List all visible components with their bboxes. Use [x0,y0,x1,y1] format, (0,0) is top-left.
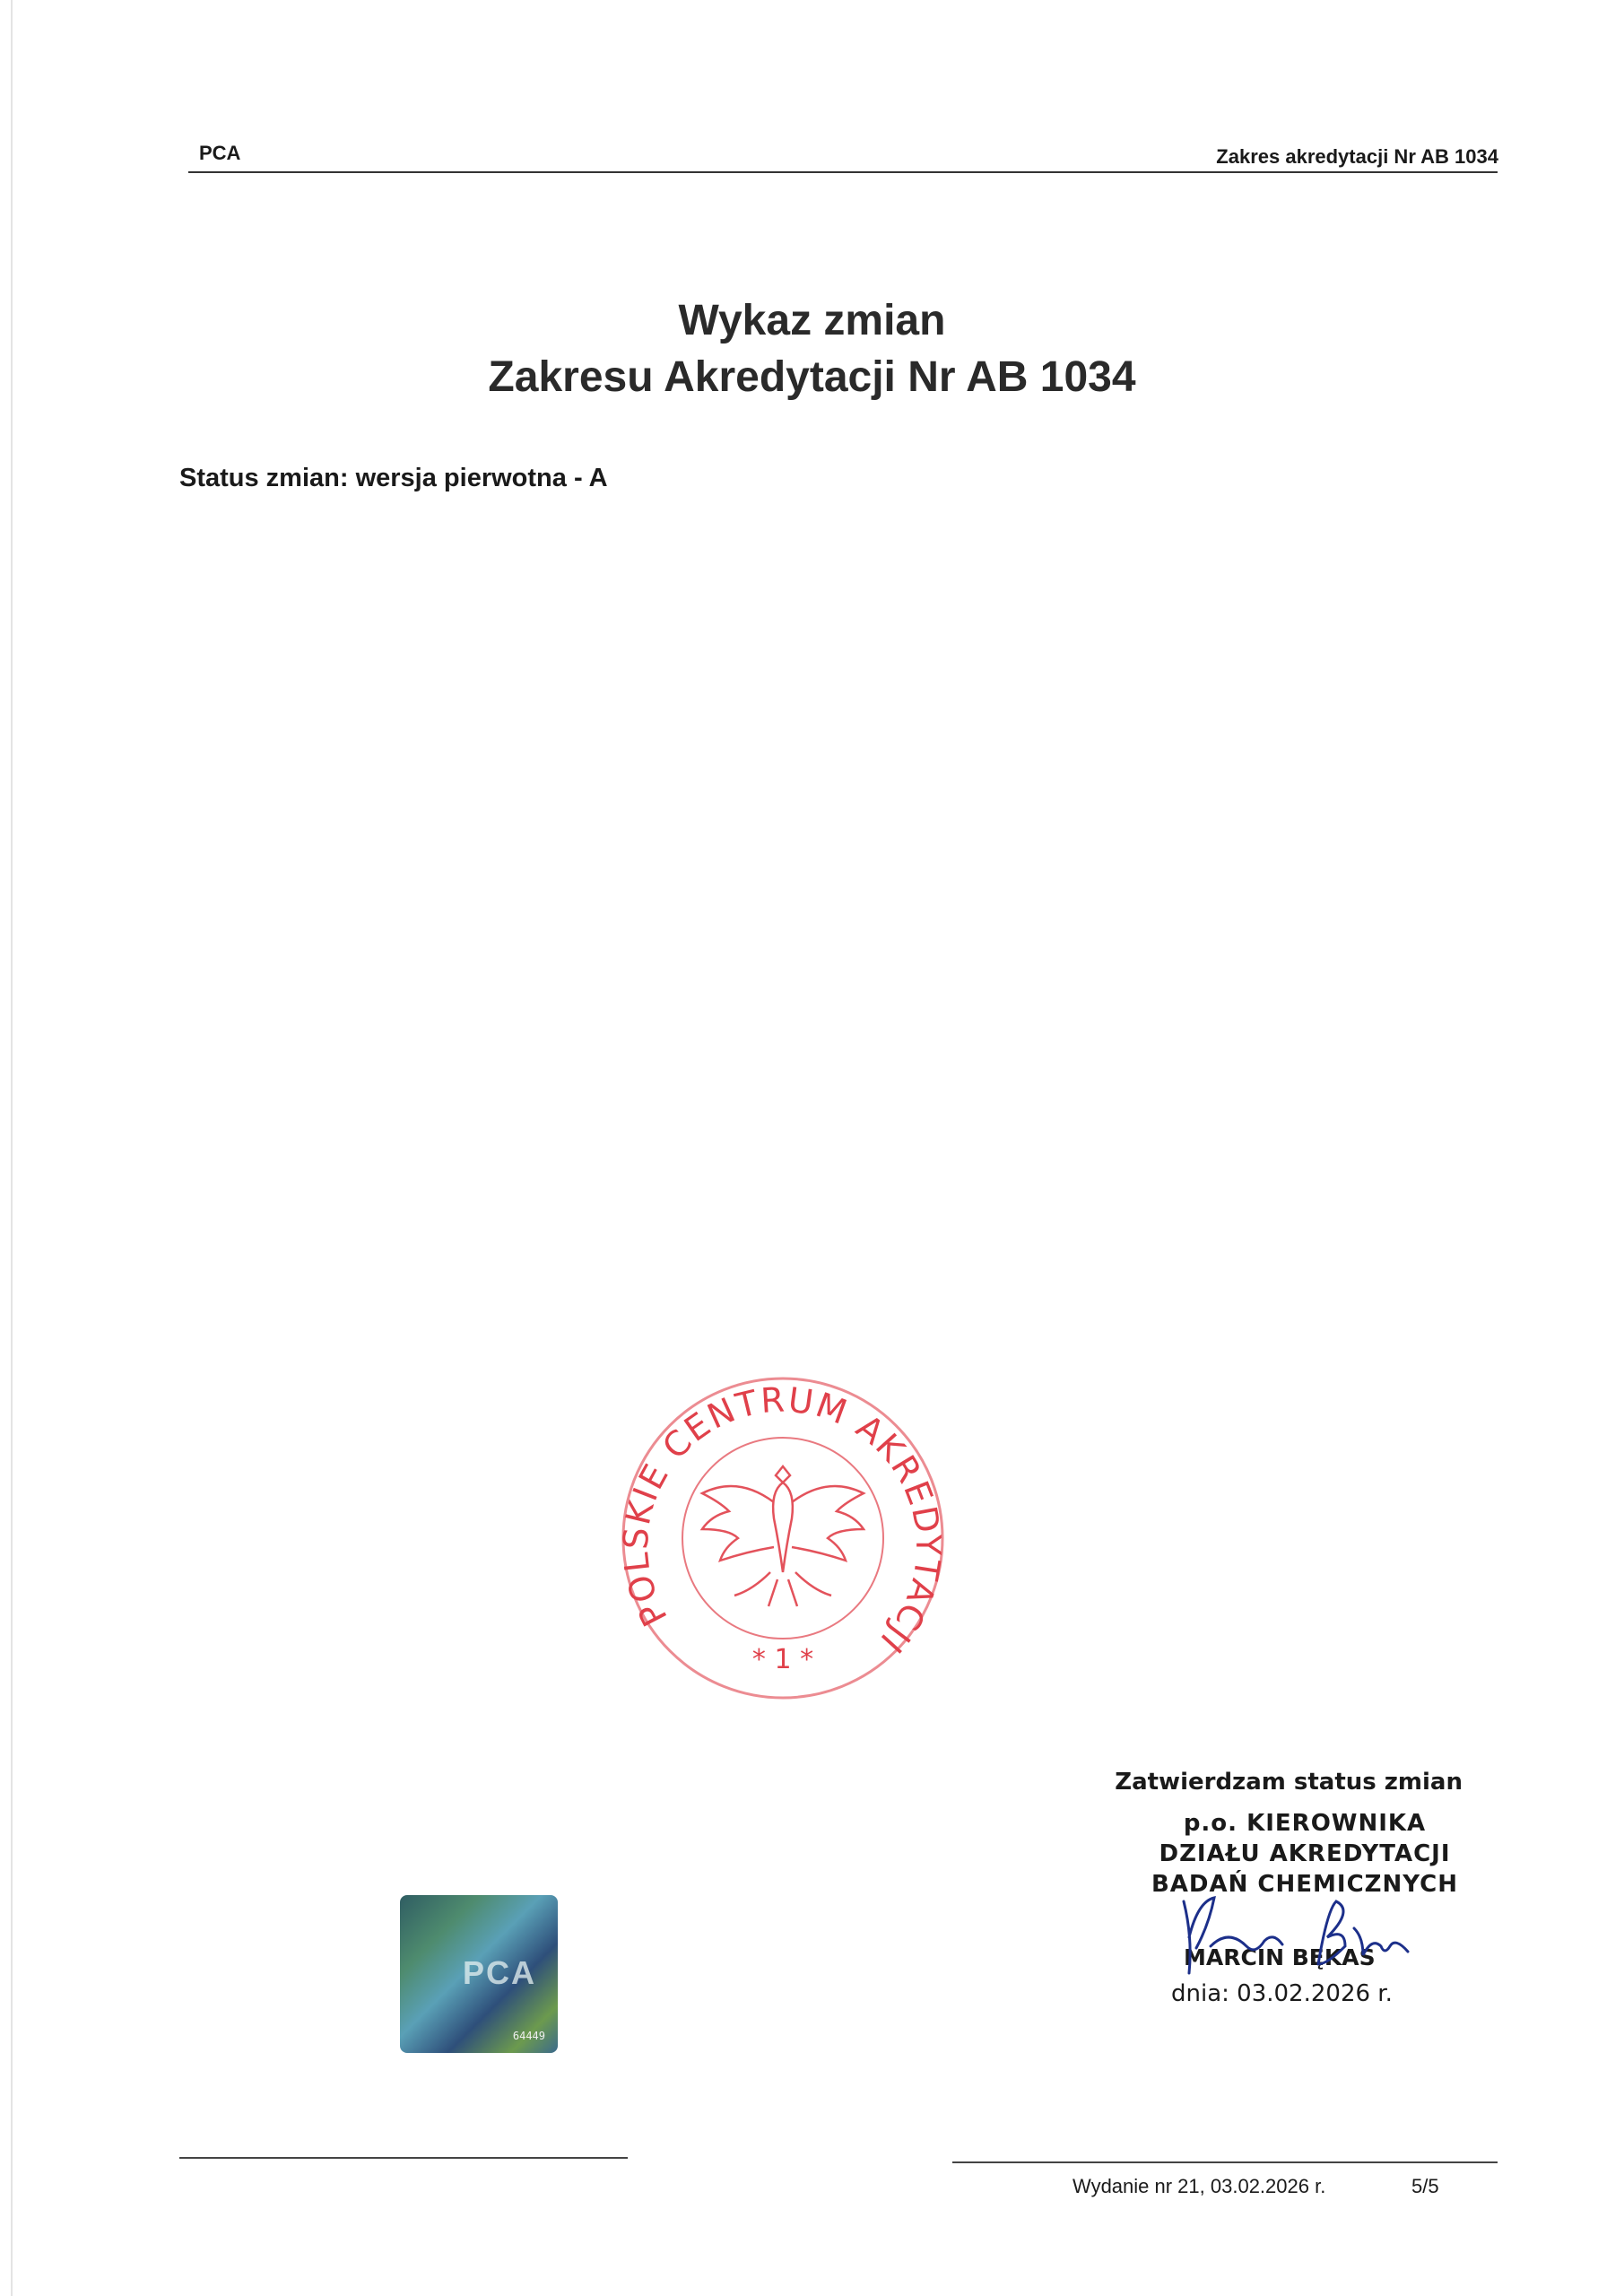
status-line: Status zmian: wersja pierwotna - A [179,464,608,492]
header-left: PCA [199,142,241,164]
header-right: Zakres akredytacji Nr AB 1034 [1216,145,1498,168]
seal-number: * 1 * [751,1644,814,1675]
title-line-1: Wykaz zmian [678,297,946,344]
footer-divider-right [952,2161,1498,2163]
seal-circular-text: POLSKIE CENTRUM AKREDYTACJI [615,1379,949,1662]
approver-name: MARCIN BĘKAS [1184,1944,1376,1970]
approver-role-2: DZIAŁU AKREDYTACJI [1159,1840,1451,1867]
pca-seal-stamp [612,1368,953,1709]
handwritten-signature [1175,1892,1435,1982]
approver-role-3: BADAŃ CHEMICZNYCH [1151,1871,1459,1898]
footer-page-number: 5/5 [1411,2175,1439,2197]
footer-edition: Wydanie nr 21, 03.02.2026 r. [1073,2175,1326,2197]
eagle-emblem [702,1466,864,1606]
hologram-logo-text: PCA [463,1954,537,1991]
approval-date: dnia: 03.02.2026 r. [1171,1980,1393,2007]
approval-block [1086,1769,1463,1796]
approval-statement: Zatwierdzam status zmian [1115,1769,1463,1796]
footer-divider-left [179,2157,628,2159]
pca-hologram-sticker [400,1895,558,2053]
header-divider [188,171,1498,173]
approver-role-1: p.o. KIEROWNIKA [1183,1810,1427,1837]
title-line-2: Zakresu Akredytacji Nr AB 1034 [488,353,1136,401]
hologram-serial: 64449 [512,2030,545,2042]
